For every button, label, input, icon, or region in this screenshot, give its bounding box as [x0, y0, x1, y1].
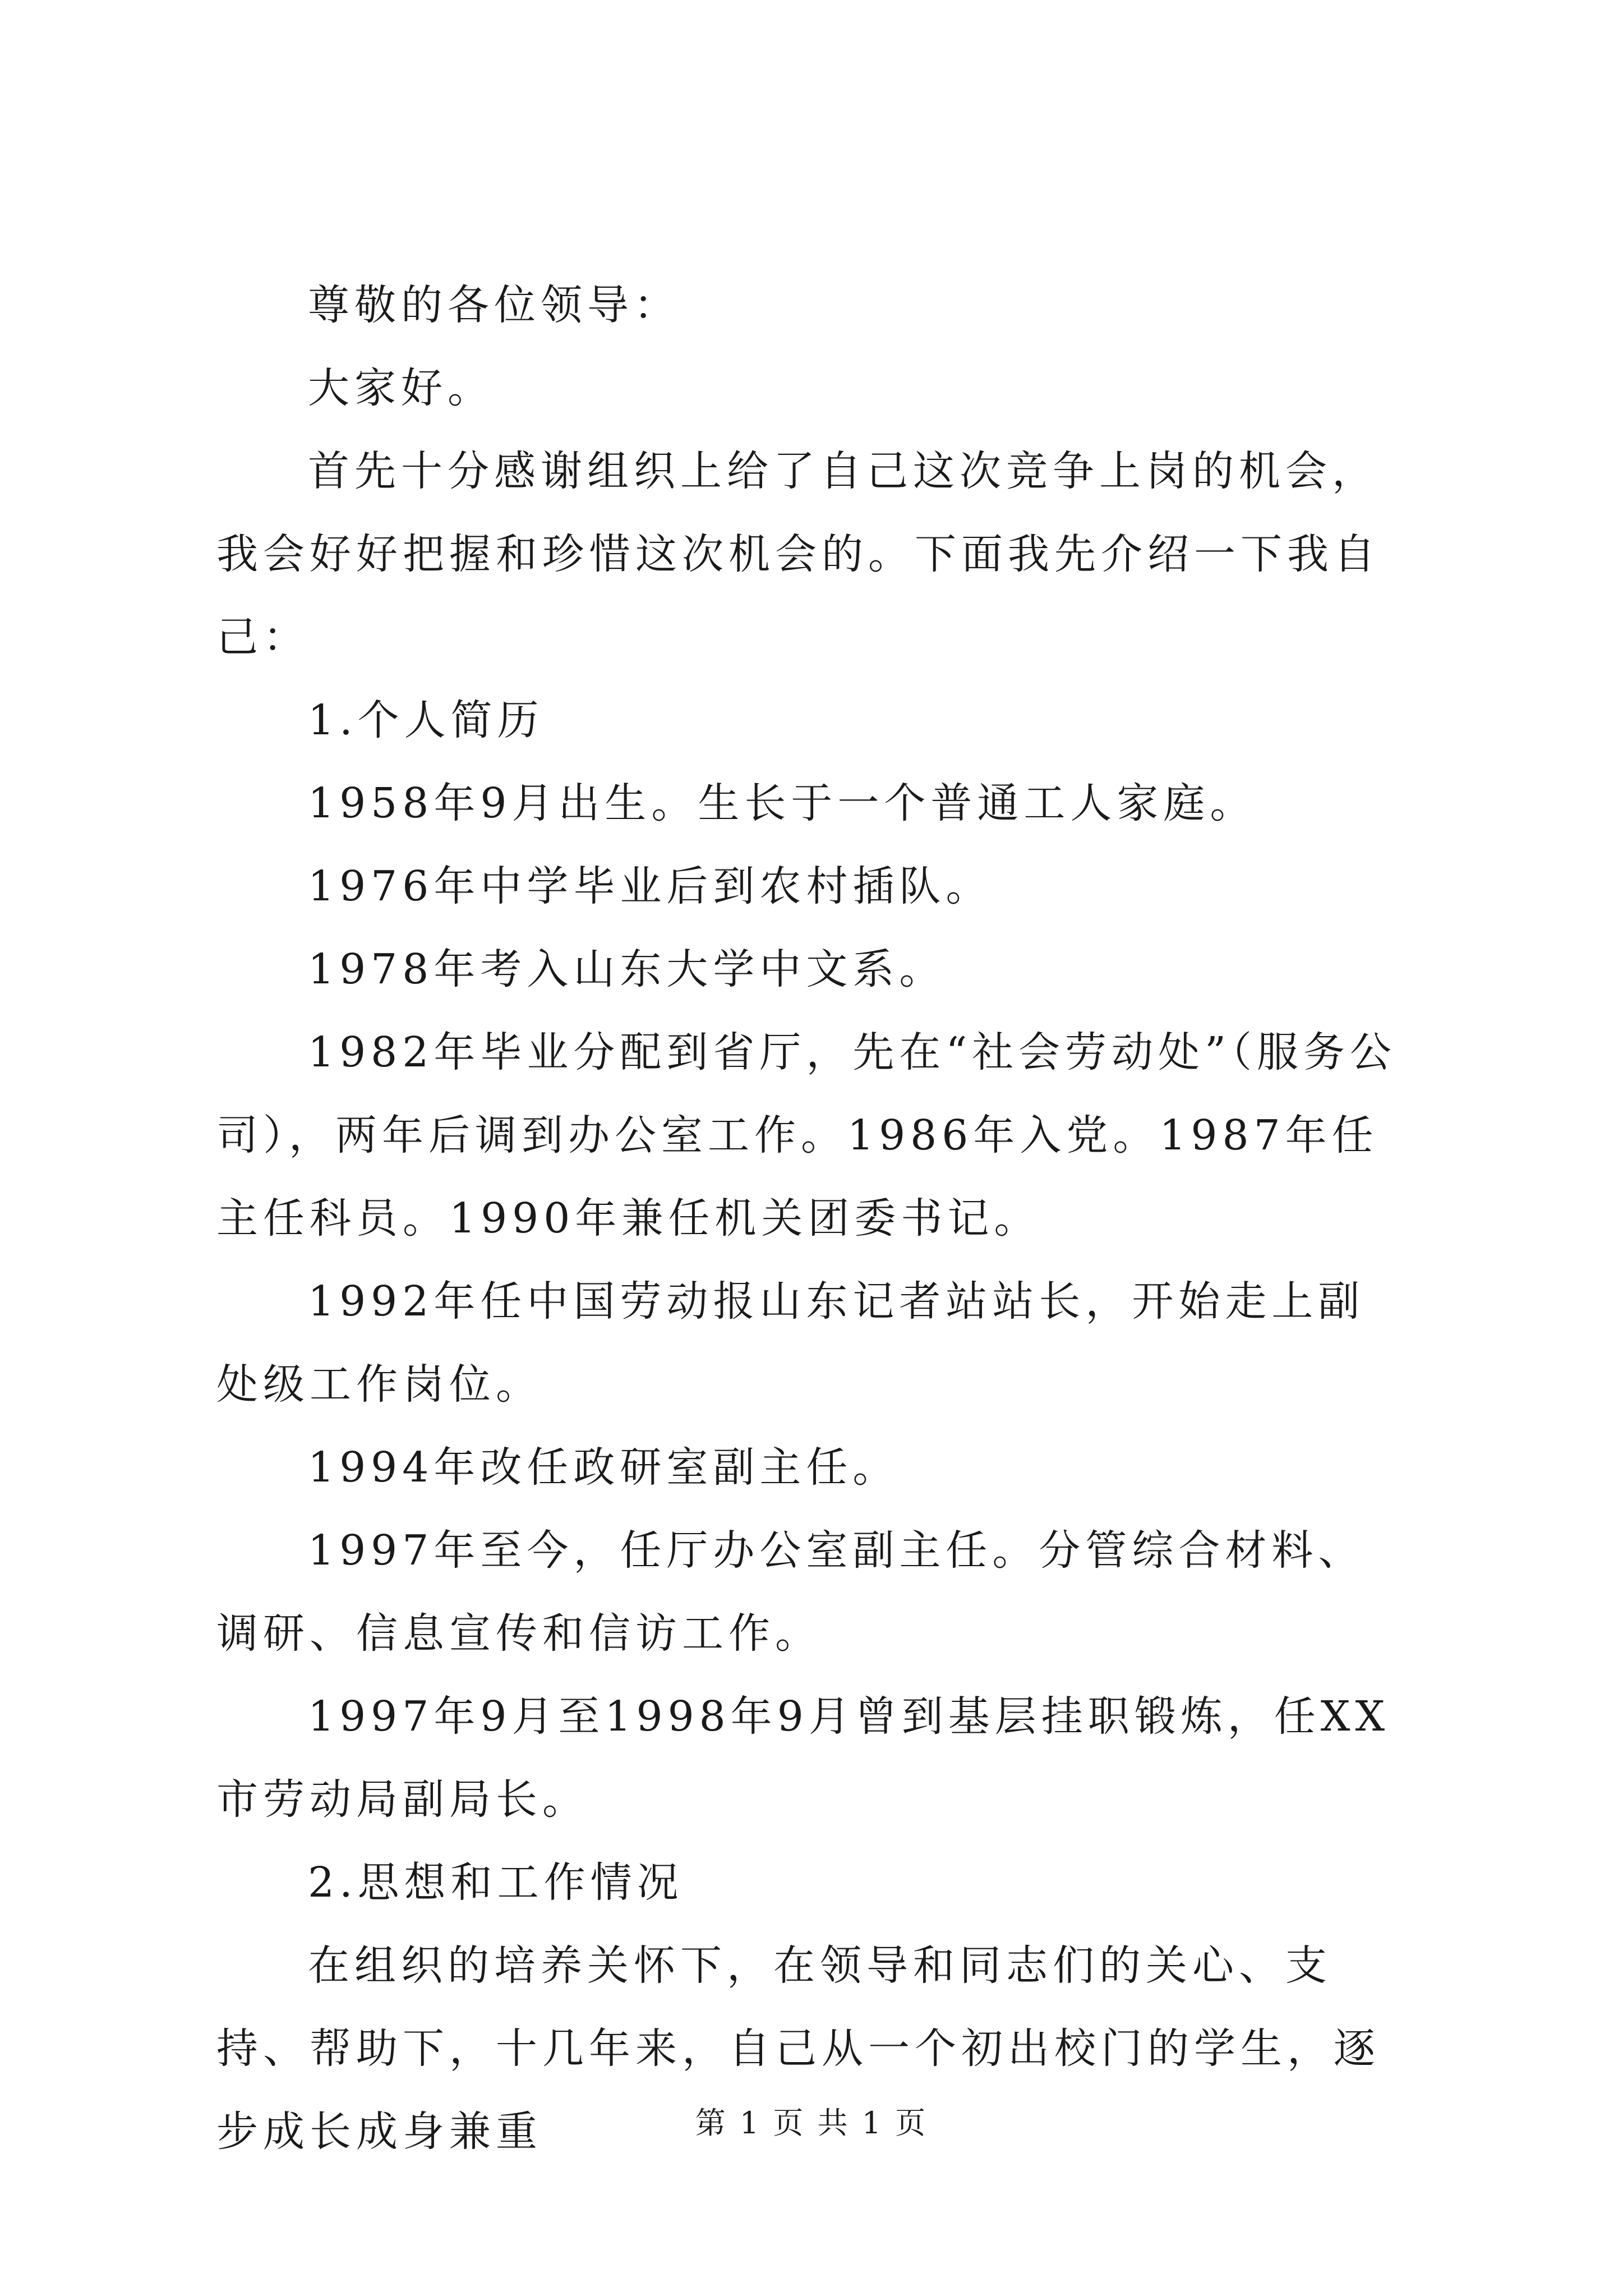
greeting: 大家好。	[308, 364, 494, 412]
resume-item: 1997年至今，任厅办公室副主任。分管综合材料、调研、信息宣传和信访工作。	[216, 1526, 1365, 1658]
resume-item: 1976年中学毕业后到农村插队。	[308, 862, 993, 910]
section-heading-resume: 1.个人简历	[308, 696, 544, 744]
resume-item: 1994年改任政研室副主任。	[308, 1443, 900, 1492]
salutation: 尊敬的各位领导：	[308, 281, 680, 329]
resume-item: 1992年任中国劳动报山东记者站站长，开始走上副处级工作岗位。	[216, 1277, 1365, 1409]
intro-paragraph: 首先十分感谢组织上给了自己这次竞争上岗的机会，我会好好把握和珍惜这次机会的。下面我先介绍一下我自己：	[216, 447, 1380, 661]
resume-item: 1997年9月至1998年9月曾到基层挂职锻炼，任XX市劳动局副局长。	[216, 1692, 1390, 1824]
work-paragraph: 在组织的培养关怀下，在领导和同志们的关心、支持、帮助下，十几年来，自己从一个初出校门的学生，逐步成长成身兼重	[216, 1941, 1380, 2156]
page-footer: 第 1 页 共 1 页	[695, 2105, 928, 2141]
resume-item: 1982年毕业分配到省厅，先在“社会劳动处”（服务公司），两年后调到办公室工作。1986年入党。1987年任主任科员。1990年兼任机关团委书记。	[216, 1028, 1396, 1243]
document-body	[216, 264, 1411, 2173]
resume-item: 1958年9月出生。生长于一个普通工人家庭。	[308, 779, 1257, 827]
section-heading-work: 2.思想和工作情况	[308, 1858, 684, 1907]
resume-item: 1978年考入山东大学中文系。	[308, 945, 946, 993]
